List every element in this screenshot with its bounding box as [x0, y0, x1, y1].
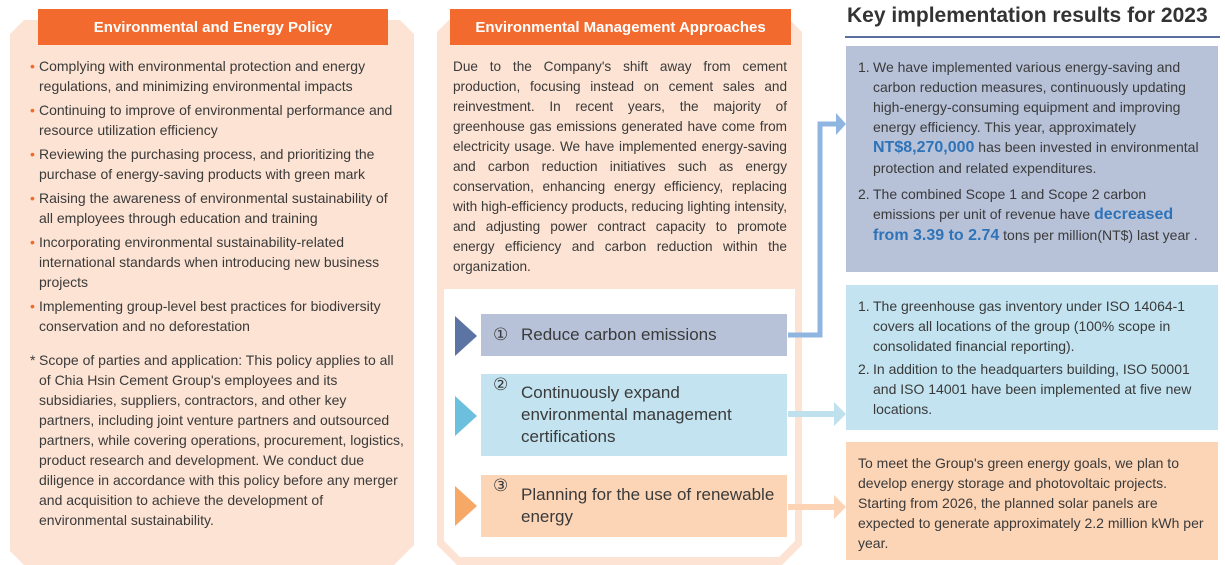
approach-item-renewable	[481, 475, 787, 537]
policy-item: • Continuing to improve of environmental performance and resource utilization efficiency	[30, 100, 404, 140]
policy-item: • Raising the awareness of environmental sustainability of all employees through education and training	[30, 188, 404, 228]
result-text: has been invested in environmental protection and related expenditures.	[873, 139, 1199, 176]
result-item	[846, 359, 1210, 419]
approach-label: Planning for the use of renewable energy	[521, 485, 775, 526]
results-box-carbon	[846, 46, 1218, 272]
result-number: 1.	[858, 298, 870, 314]
result-text: tons per million(NT$) last year .	[1003, 227, 1198, 243]
result-item	[846, 57, 1210, 178]
connector-arrows	[780, 100, 850, 530]
arrow-line-1	[788, 124, 838, 335]
policy-title: Environmental and Energy Policy	[38, 9, 388, 45]
result-number: 2.	[858, 361, 870, 377]
approach-label: Reduce carbon emissions	[521, 325, 717, 344]
result-text: The combined Scope 1 and Scope 2 carbon emissions per unit of revenue have	[873, 186, 1147, 222]
triangle-marker-2	[455, 396, 477, 436]
result-text: To meet the Group's green energy goals, we plan to develop energy storage and photovoltaic projects. Starting from 2026, the planned solar panels are expected to generate approximately 2.2 million kWh per year.	[858, 455, 1204, 551]
result-text: In addition to the headquarters building, ISO 50001 and ISO 14001 have been implemented at five new locations.	[873, 361, 1192, 417]
result-text: We have implemented various energy-saving and carbon reduction measures, continuously updating high-energy-consuming equipment and improving energy efficiency. This year, approximately	[873, 59, 1186, 135]
result-number: 2.	[858, 186, 870, 202]
results-title: Key implementation results for 2023	[847, 4, 1208, 27]
result-number: 1.	[858, 59, 870, 75]
approach-number: ③	[493, 476, 509, 495]
result-item	[846, 296, 1210, 356]
title-divider	[845, 36, 1220, 38]
triangle-marker-3	[455, 486, 477, 526]
approaches-title: Environmental Management Approaches	[450, 9, 791, 45]
policy-item: • Reviewing the purchasing process, and prioritizing the purchase of energy-saving products with green mark	[30, 144, 404, 184]
result-item	[846, 184, 1210, 246]
arrow-head-1	[836, 113, 846, 135]
approach-number: ①	[493, 325, 509, 344]
approach-number: ②	[493, 375, 509, 394]
approaches-description: Due to the Company's shift away from cement production, focusing instead on cement sales and reinvestment. In recent years, the majority of greenhouse gas emissions generated have come from electricity usage. We have implemented energy-saving and carbon reduction initiatives such as energy conservation, enhancing energy efficiency, replacing with high-efficiency products, reducing lighting intensity, and adjusting power contract capacity to promote energy efficiency and carbon reduction within the organization.	[453, 59, 787, 274]
triangle-marker-1	[455, 316, 477, 356]
arrow-head-2	[834, 402, 846, 426]
approach-item-reduce-carbon	[481, 314, 787, 356]
policy-item: • Incorporating environmental sustainability-related international standards when introducing new business projects	[30, 232, 404, 292]
approach-item-certifications	[481, 374, 787, 456]
scope-note	[30, 350, 404, 530]
result-text: The greenhouse gas inventory under ISO 14064-1 covers all locations of the group (100% scope in consolidated financial reporting).	[873, 298, 1186, 354]
arrow-head-3	[834, 495, 846, 519]
note-star: *	[30, 352, 36, 368]
scope-note-text: Scope of parties and application: This policy applies to all of Chia Hsin Cement Group's employees and its subsidiaries, suppliers, contractors, and other key partners, including joint venture partners and outsourced partners, while covering operations, procurement, logistics, product research and development. We conduct due diligence in accordance with this policy before any merger and acquisition to achieve the development of environmental sustainability.	[39, 352, 404, 528]
results-box-renewable	[846, 442, 1218, 560]
result-highlight: NT$8,270,000	[873, 139, 975, 156]
approach-label: Continuously expand environmental management certifications	[521, 383, 732, 446]
policy-item: • Complying with environmental protection and energy regulations, and minimizing environmental impacts	[30, 56, 404, 96]
result-highlight: decreased from 3.39 to 2.74	[873, 206, 1174, 244]
policy-list	[30, 56, 404, 340]
results-box-certifications	[846, 285, 1218, 430]
policy-item: • Implementing group-level best practices for biodiversity conservation and no deforestation	[30, 296, 404, 336]
